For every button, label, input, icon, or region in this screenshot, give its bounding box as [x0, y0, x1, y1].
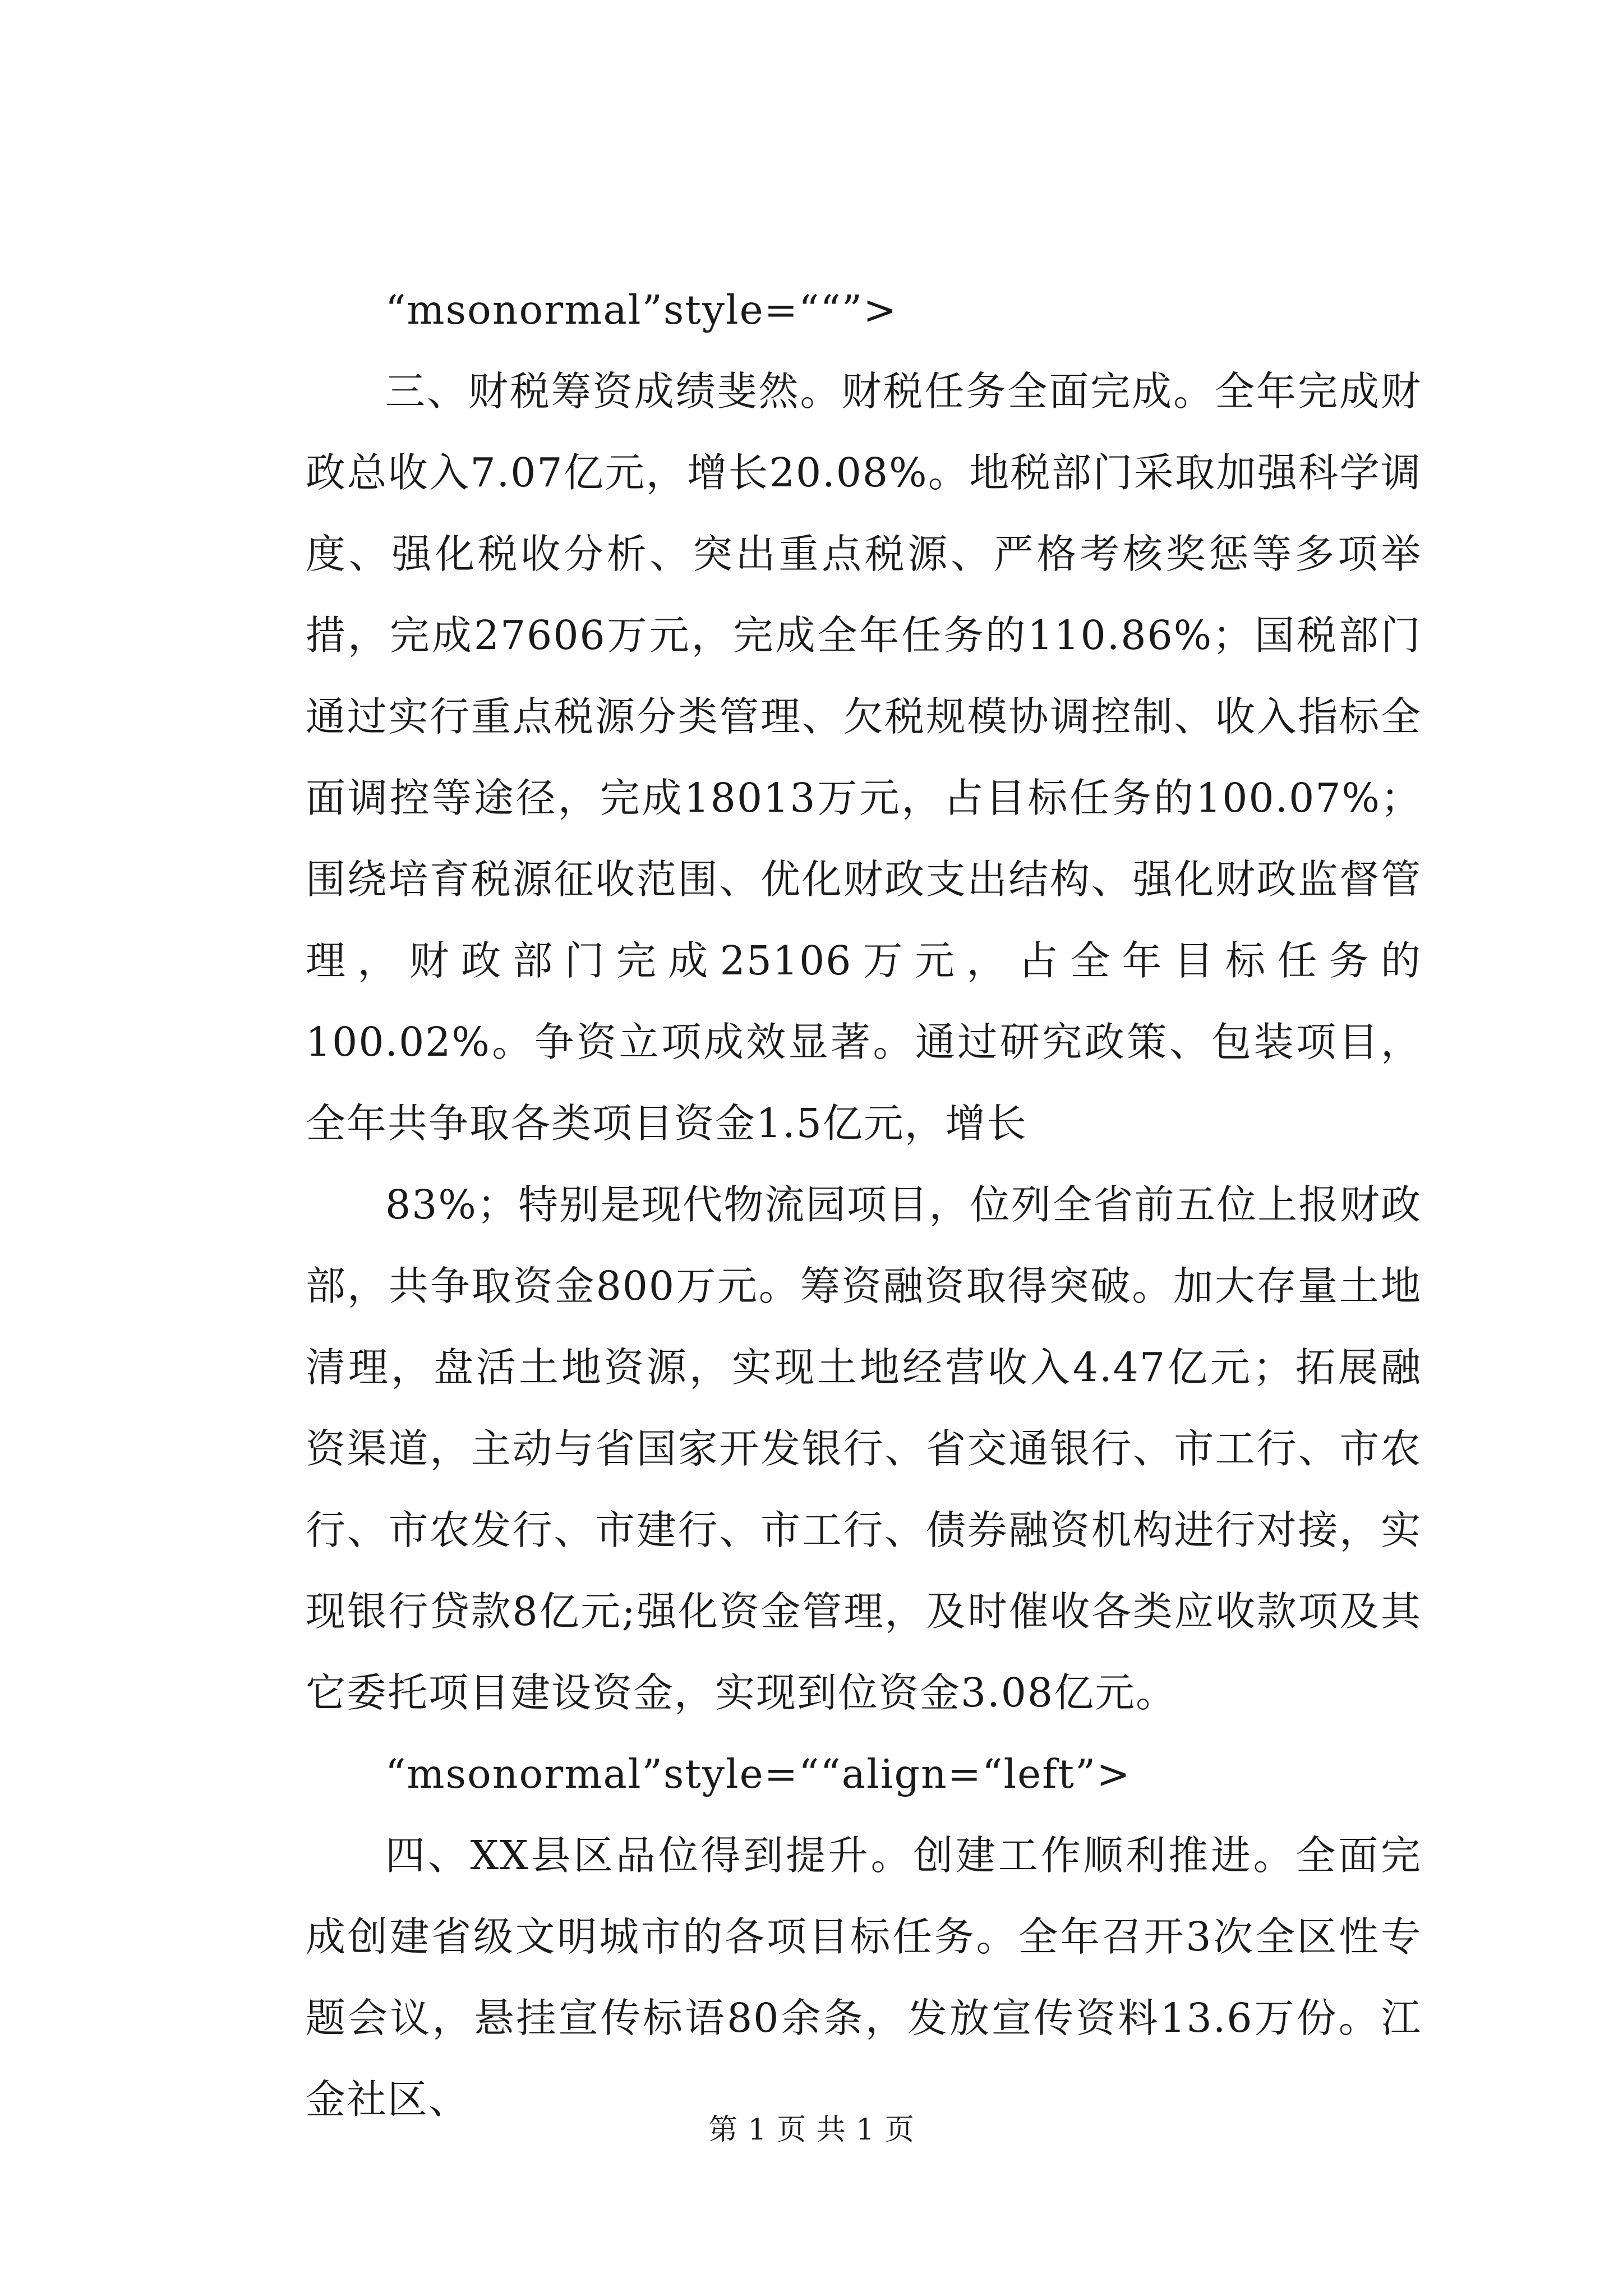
paragraph-style-code-1: “msonormal”style=““”> — [385, 287, 898, 333]
document-body — [306, 269, 1422, 2140]
paragraph-fiscal-tax: 三、财税筹资成绩斐然。财税任务全面完成。全年完成财政总收入7.07亿元，增长20.08%。地税部门采取加强科学调度、强化税收分析、突出重点税源、严格考核奖惩等多项举措，完成27606万元，完成全年任务的110.86%；国税部门通过实行重点税源分类管理、欠税规模协调控制、收入指标全面调控等途径，完成18013万元，占目标任务的100.07%；围绕培育税源征收范围、优化财政支出结构、强化财政监督管理，财政部门完成25106万元，占全年目标任务的100.02%。争资立项成效显著。通过研究政策、包装项目，全年共争取各类项目资金1.5亿元，增长 — [306, 368, 1422, 1147]
paragraph-fundraising: 83%；特别是现代物流园项目，位列全省前五位上报财政部，共争取资金800万元。筹资融资取得突破。加大存量土地清理，盘活土地资源，实现土地经营收入4.47亿元；拓展融资渠道，主动与省国家开发银行、省交通银行、市工行、市农行、市农发行、市建行、市工行、债券融资机构进行对接，实现银行贷款8亿元;强化资金管理，及时催收各类应收款项及其它委托项目建设资金，实现到位资金3.08亿元。 — [306, 1181, 1422, 1716]
paragraph-county-quality: 四、XX县区品位得到提升。创建工作顺利推进。全面完成创建省级文明城市的各项目标任务。全年召开3次全区性专题会议，悬挂宣传标语80余条，发放宣传资料13.6万份。江金社区、 — [306, 1832, 1422, 2123]
paragraph-style-code-2: “msonormal”style=““align=“left”> — [385, 1751, 1131, 1797]
page-footer: 第 1 页 共 1 页 — [708, 2113, 915, 2147]
